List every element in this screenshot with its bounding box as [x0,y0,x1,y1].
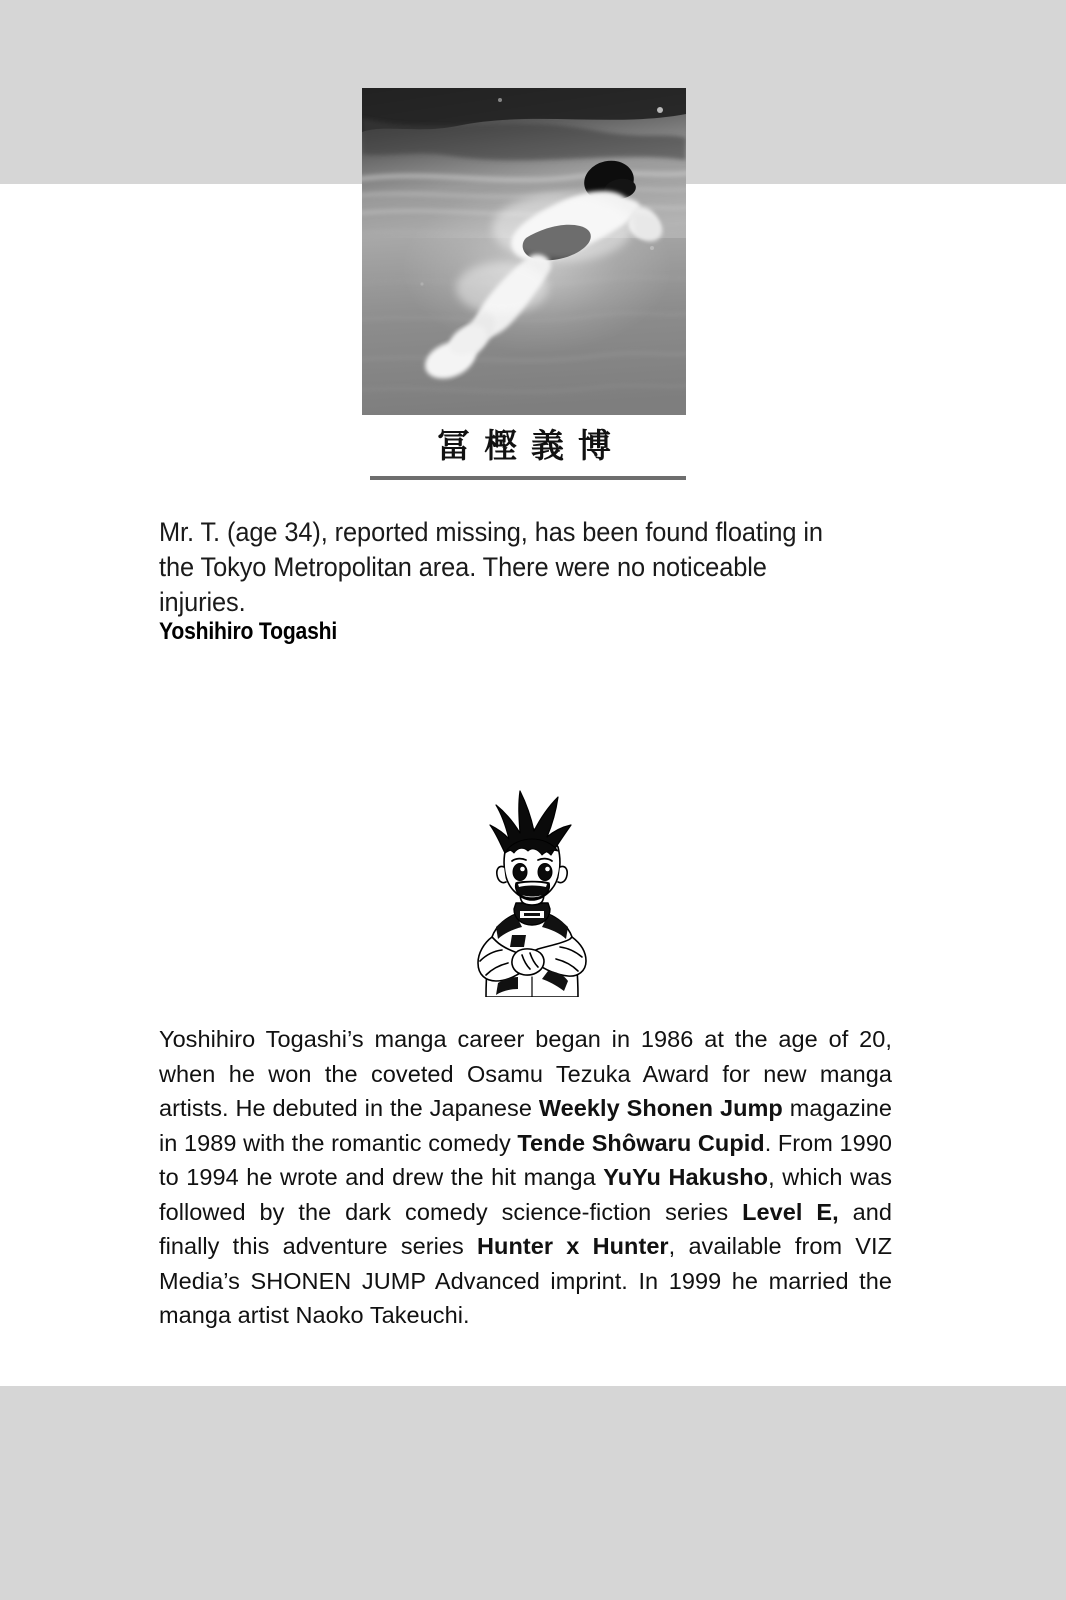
bio-text-1: Yoshihiro Togashi’s manga career began in 1986 at the age of 20, when he won the coveted Osamu Tezuka Award for new manga artists. He debuted in the Japanese [159,1026,892,1121]
bio-text-3: . From 1990 to 1994 he wrote and drew the hit manga [159,1129,892,1190]
bio-title-tende-showaru-cupid: Tende Shôwaru Cupid [517,1129,765,1156]
author-photograph [362,88,686,415]
gon-character-illustration [452,785,612,997]
author-name-japanese: 冨樫義博 [437,426,625,465]
gon-character-image [452,785,612,997]
photo-caption-text: Mr. T. (age 34), reported missing, has been found floating in the Tokyo Metropolitan area. There were no noticeable injuries. [159,517,823,617]
bio-text-4: , which was followed by the dark comedy science-fiction series [159,1164,893,1225]
author-byline: Yoshihiro Togashi [159,618,338,645]
bio-text-2: magazine in 1989 with the romantic comedy [159,1095,893,1156]
biography-paragraph [159,1022,892,1333]
bio-title-yuyu-hakusho: YuYu Hakusho [603,1164,769,1190]
bio-text-6: , available from VIZ Media’s SHONEN JUMP Advanced imprint. In 1999 he married the manga artist Naoko Takeuchi. [159,1233,892,1328]
bio-title-level-e: Level E, [742,1198,839,1225]
bottom-gray-band [0,1386,1066,1600]
bio-text-5: and finally this adventure series [159,1198,892,1259]
bio-title-hunter-x-hunter: Hunter x Hunter [477,1233,669,1259]
horizontal-rule [370,476,686,480]
author-photograph-image [362,88,686,415]
bio-title-weekly-shonen-jump: Weekly Shonen Jump [538,1095,783,1121]
